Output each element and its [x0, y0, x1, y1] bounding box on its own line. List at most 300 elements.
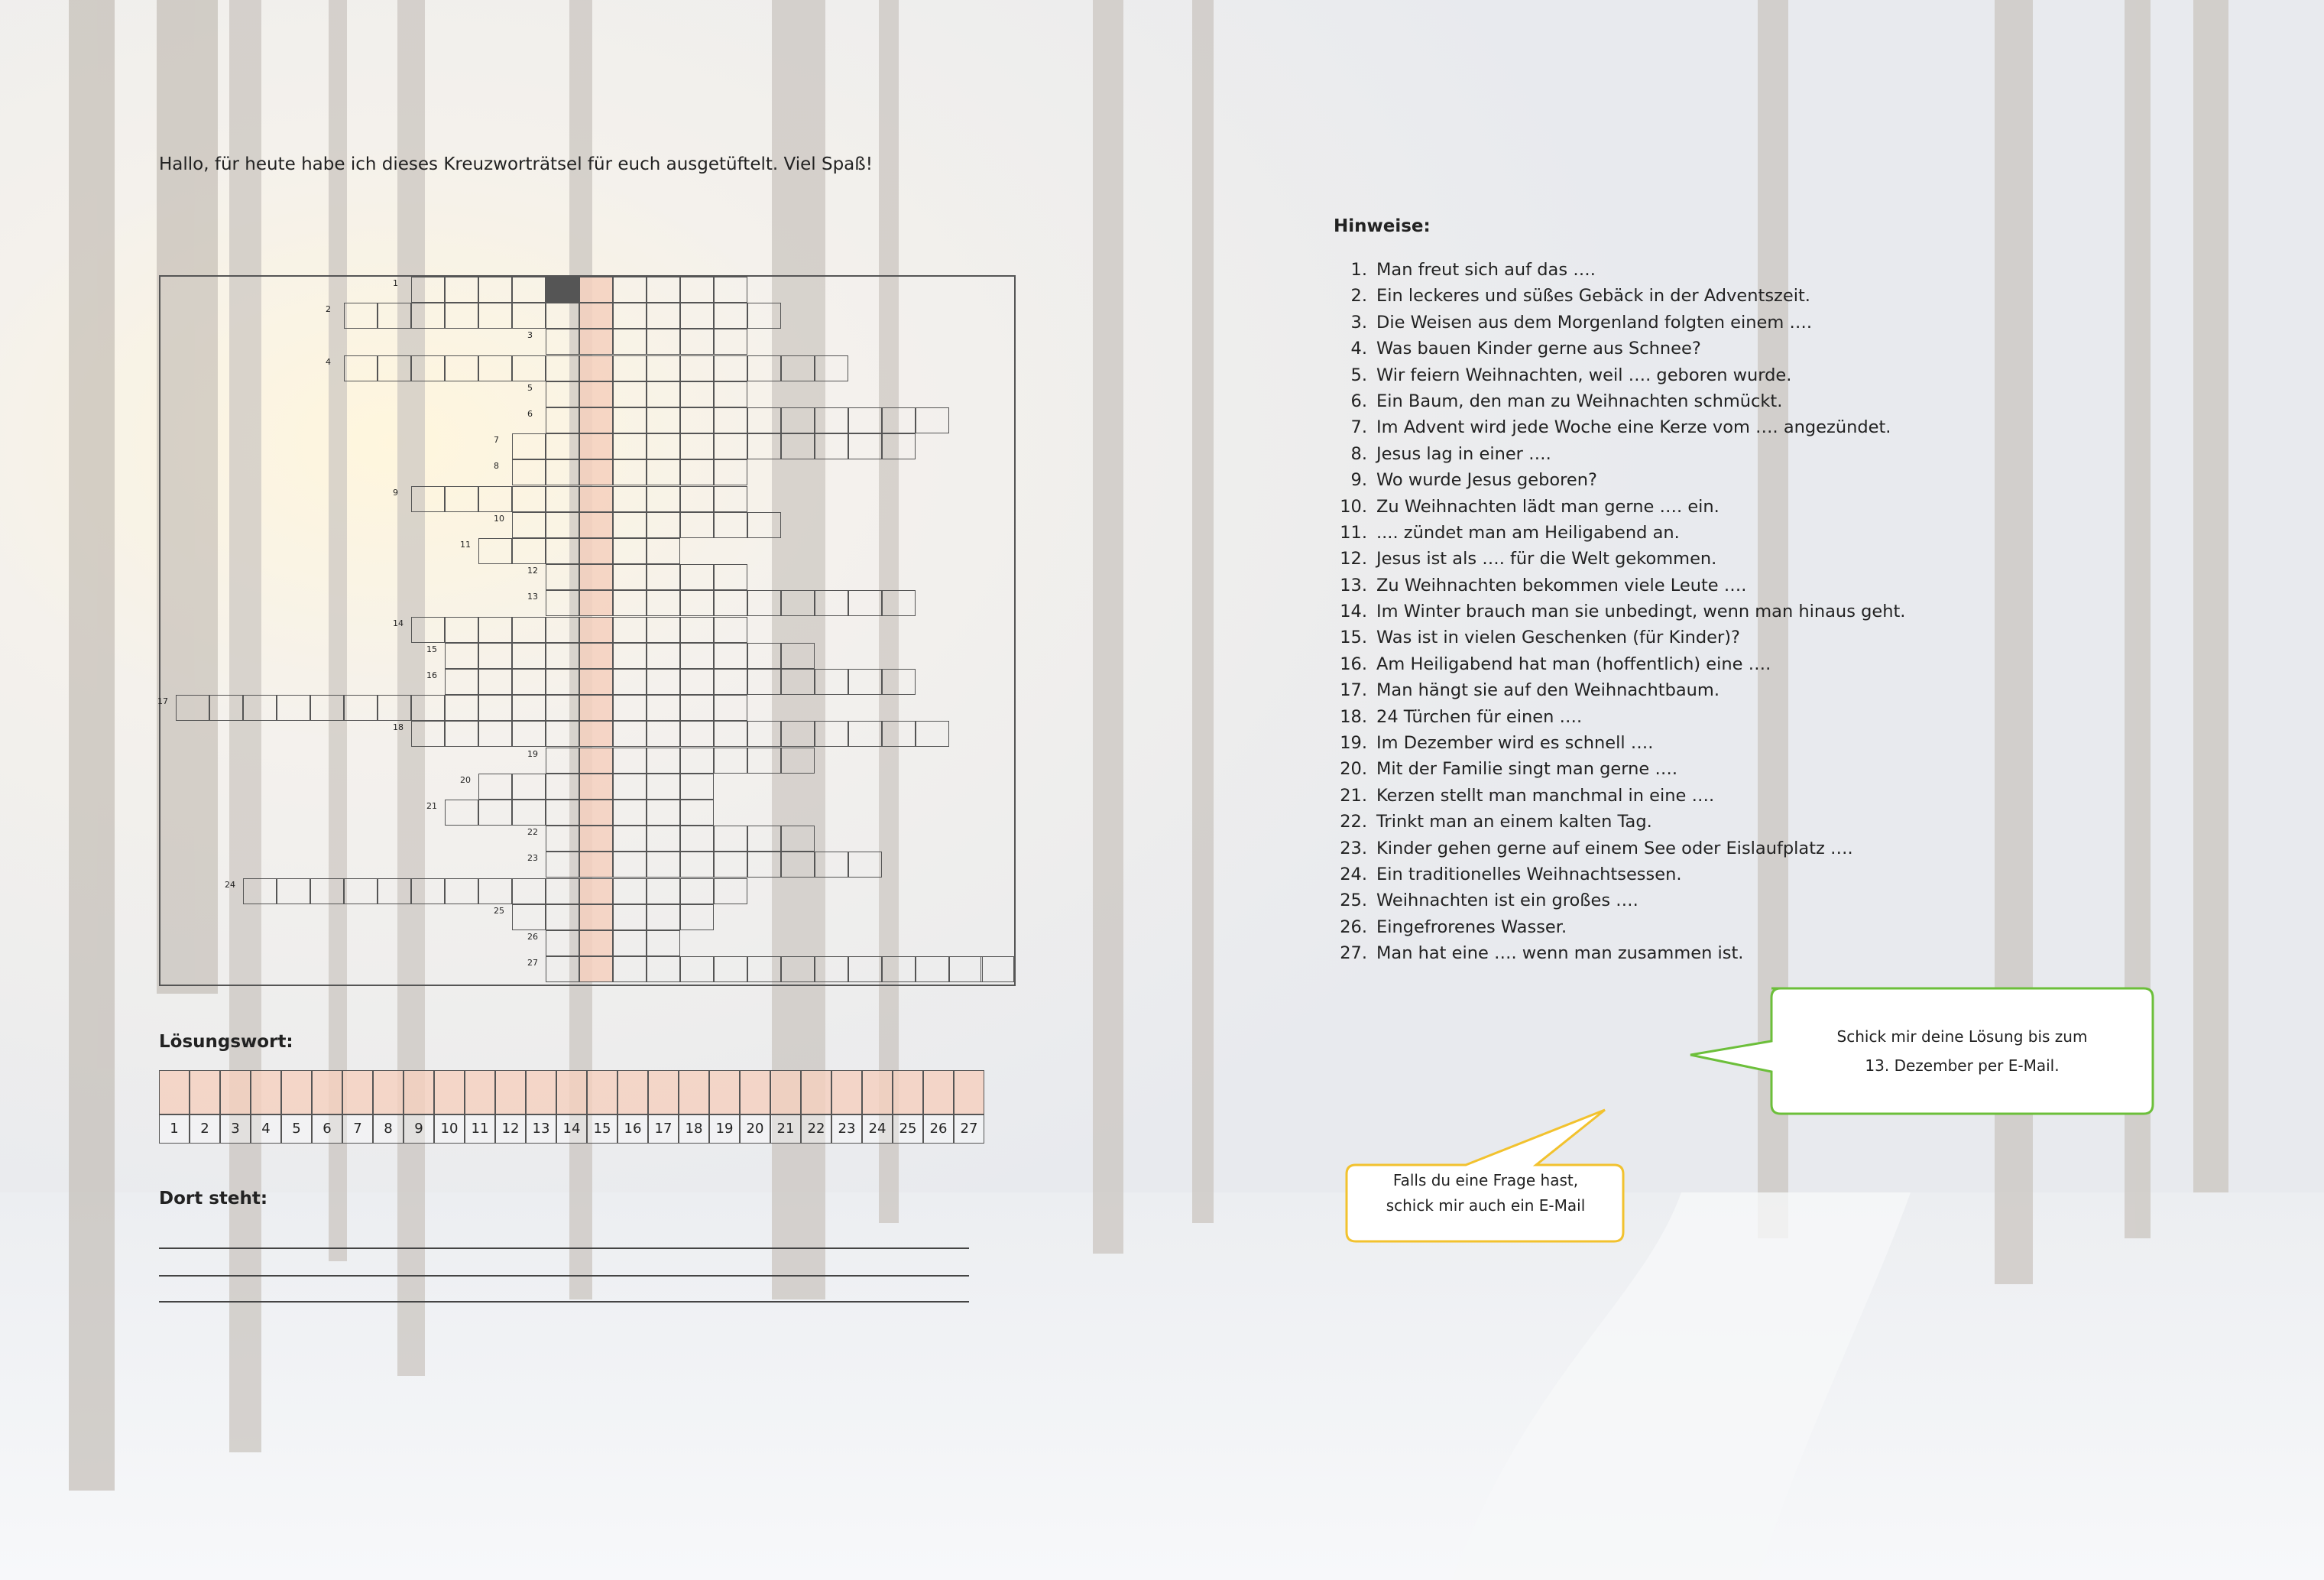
crossword-cell[interactable] [916, 721, 949, 747]
crossword-cell[interactable] [243, 878, 277, 904]
solution-cell[interactable] [579, 878, 613, 904]
crossword-cell[interactable] [714, 303, 747, 329]
crossword-cell[interactable] [680, 748, 714, 774]
crossword-cell[interactable] [613, 878, 647, 904]
solution-letter-box[interactable] [587, 1070, 617, 1114]
crossword-cell[interactable] [478, 774, 512, 800]
crossword-cell[interactable] [546, 669, 579, 695]
crossword-cell[interactable] [747, 303, 781, 329]
crossword-cell[interactable] [714, 721, 747, 747]
crossword-cell[interactable] [680, 669, 714, 695]
crossword-cell[interactable] [848, 433, 882, 459]
crossword-cell[interactable] [781, 721, 815, 747]
crossword-cell[interactable] [613, 904, 647, 930]
solution-cell[interactable] [579, 826, 613, 852]
solution-cell[interactable] [579, 277, 613, 303]
solution-cell[interactable] [579, 512, 613, 538]
crossword-cell[interactable] [815, 956, 848, 982]
solution-letter-box[interactable] [495, 1070, 526, 1114]
crossword-cell[interactable] [613, 852, 647, 878]
crossword-cell[interactable] [747, 826, 781, 852]
crossword-cell[interactable] [512, 303, 546, 329]
crossword-cell[interactable] [714, 695, 747, 721]
crossword-cell[interactable] [613, 617, 647, 643]
solution-letter-box[interactable] [617, 1070, 648, 1114]
crossword-cell[interactable] [546, 904, 579, 930]
crossword-cell[interactable] [714, 564, 747, 590]
solution-cell[interactable] [579, 904, 613, 930]
crossword-cell[interactable] [747, 721, 781, 747]
crossword-cell[interactable] [378, 878, 411, 904]
solution-letter-box[interactable] [159, 1070, 190, 1114]
crossword-cell[interactable] [680, 486, 714, 512]
crossword-cell[interactable] [647, 459, 680, 485]
crossword-cell[interactable] [478, 303, 512, 329]
solution-letter-box[interactable] [220, 1070, 251, 1114]
crossword-cell[interactable] [680, 277, 714, 303]
crossword-cell[interactable] [848, 407, 882, 433]
crossword-cell[interactable] [512, 721, 546, 747]
crossword-cell[interactable] [209, 695, 243, 721]
crossword-cell[interactable] [815, 590, 848, 616]
crossword-cell[interactable] [747, 852, 781, 878]
crossword-cell[interactable] [445, 277, 478, 303]
solution-cell[interactable] [579, 381, 613, 407]
crossword-cell[interactable] [546, 774, 579, 800]
crossword-cell[interactable] [512, 695, 546, 721]
crossword-cell[interactable] [478, 643, 512, 669]
solution-letter-box[interactable] [281, 1070, 312, 1114]
solution-letter-box[interactable] [190, 1070, 220, 1114]
crossword-cell[interactable] [512, 355, 546, 381]
crossword-cell[interactable] [714, 381, 747, 407]
answer-line[interactable] [159, 1275, 969, 1277]
solution-letter-box[interactable] [373, 1070, 404, 1114]
solution-letter-box[interactable] [831, 1070, 862, 1114]
crossword-cell[interactable] [613, 643, 647, 669]
crossword-cell[interactable] [546, 433, 579, 459]
crossword-cell[interactable] [680, 564, 714, 590]
crossword-cell[interactable] [546, 800, 579, 826]
crossword-cell[interactable] [882, 590, 916, 616]
crossword-cell[interactable] [815, 407, 848, 433]
crossword-cell[interactable] [613, 459, 647, 485]
crossword-cell[interactable] [546, 277, 579, 303]
crossword-cell[interactable] [781, 669, 815, 695]
crossword-cell[interactable] [546, 303, 579, 329]
crossword-cell[interactable] [848, 721, 882, 747]
solution-cell[interactable] [579, 774, 613, 800]
crossword-cell[interactable] [647, 748, 680, 774]
solution-letter-box[interactable] [556, 1070, 587, 1114]
crossword-cell[interactable] [647, 407, 680, 433]
crossword-cell[interactable] [747, 407, 781, 433]
solution-letter-box[interactable] [923, 1070, 954, 1114]
crossword-cell[interactable] [647, 433, 680, 459]
crossword-cell[interactable] [747, 512, 781, 538]
crossword-cell[interactable] [512, 277, 546, 303]
solution-cell[interactable] [579, 590, 613, 616]
crossword-cell[interactable] [546, 459, 579, 485]
crossword-cell[interactable] [613, 486, 647, 512]
crossword-cell[interactable] [344, 303, 378, 329]
solution-cell[interactable] [579, 721, 613, 747]
crossword-cell[interactable] [512, 774, 546, 800]
crossword-cell[interactable] [647, 669, 680, 695]
crossword-cell[interactable] [647, 277, 680, 303]
crossword-cell[interactable] [680, 904, 714, 930]
crossword-cell[interactable] [546, 643, 579, 669]
crossword-cell[interactable] [647, 512, 680, 538]
crossword-cell[interactable] [613, 956, 647, 982]
crossword-cell[interactable] [546, 930, 579, 956]
crossword-cell[interactable] [815, 433, 848, 459]
crossword-cell[interactable] [680, 852, 714, 878]
solution-letter-box[interactable] [251, 1070, 281, 1114]
crossword-cell[interactable] [546, 407, 579, 433]
crossword-cell[interactable] [714, 617, 747, 643]
crossword-cell[interactable] [781, 956, 815, 982]
crossword-cell[interactable] [747, 590, 781, 616]
crossword-cell[interactable] [546, 329, 579, 355]
solution-cell[interactable] [579, 486, 613, 512]
crossword-cell[interactable] [647, 617, 680, 643]
crossword-cell[interactable] [546, 355, 579, 381]
crossword-cell[interactable] [714, 512, 747, 538]
crossword-cell[interactable] [680, 303, 714, 329]
crossword-cell[interactable] [680, 774, 714, 800]
crossword-cell[interactable] [714, 748, 747, 774]
crossword-cell[interactable] [882, 433, 916, 459]
crossword-cell[interactable] [714, 329, 747, 355]
crossword-cell[interactable] [613, 721, 647, 747]
crossword-cell[interactable] [815, 721, 848, 747]
crossword-cell[interactable] [445, 721, 478, 747]
crossword-cell[interactable] [512, 433, 546, 459]
answer-line[interactable] [159, 1301, 969, 1303]
crossword-cell[interactable] [781, 407, 815, 433]
crossword-cell[interactable] [848, 852, 882, 878]
crossword-cell[interactable] [445, 669, 478, 695]
crossword-cell[interactable] [647, 590, 680, 616]
crossword-cell[interactable] [512, 512, 546, 538]
crossword-cell[interactable] [680, 878, 714, 904]
crossword-cell[interactable] [411, 721, 445, 747]
crossword-cell[interactable] [647, 930, 680, 956]
crossword-cell[interactable] [916, 956, 949, 982]
crossword-cell[interactable] [882, 407, 916, 433]
crossword-cell[interactable] [747, 956, 781, 982]
solution-cell[interactable] [579, 355, 613, 381]
crossword-cell[interactable] [546, 564, 579, 590]
crossword-cell[interactable] [277, 878, 310, 904]
crossword-cell[interactable] [512, 459, 546, 485]
crossword-cell[interactable] [949, 956, 983, 982]
crossword-cell[interactable] [647, 355, 680, 381]
solution-cell[interactable] [579, 852, 613, 878]
crossword-cell[interactable] [546, 826, 579, 852]
crossword-cell[interactable] [445, 303, 478, 329]
crossword-cell[interactable] [613, 826, 647, 852]
crossword-cell[interactable] [647, 904, 680, 930]
solution-letter-box[interactable] [709, 1070, 740, 1114]
crossword-cell[interactable] [243, 695, 277, 721]
solution-cell[interactable] [579, 538, 613, 564]
crossword-cell[interactable] [512, 904, 546, 930]
solution-cell[interactable] [579, 564, 613, 590]
crossword-cell[interactable] [680, 512, 714, 538]
crossword-cell[interactable] [815, 355, 848, 381]
crossword-cell[interactable] [647, 695, 680, 721]
solution-letter-box[interactable] [434, 1070, 465, 1114]
crossword-cell[interactable] [916, 407, 949, 433]
solution-letter-box[interactable] [312, 1070, 342, 1114]
crossword-cell[interactable] [512, 878, 546, 904]
crossword-cell[interactable] [478, 355, 512, 381]
crossword-cell[interactable] [848, 669, 882, 695]
crossword-cell[interactable] [714, 878, 747, 904]
crossword-cell[interactable] [411, 277, 445, 303]
crossword-cell[interactable] [680, 433, 714, 459]
crossword-cell[interactable] [882, 721, 916, 747]
crossword-cell[interactable] [478, 538, 512, 564]
crossword-cell[interactable] [445, 878, 478, 904]
crossword-cell[interactable] [747, 643, 781, 669]
crossword-cell[interactable] [344, 878, 378, 904]
solution-cell[interactable] [579, 748, 613, 774]
crossword-cell[interactable] [411, 617, 445, 643]
crossword-cell[interactable] [546, 512, 579, 538]
crossword-cell[interactable] [478, 721, 512, 747]
crossword-cell[interactable] [714, 669, 747, 695]
crossword-cell[interactable] [781, 590, 815, 616]
crossword-cell[interactable] [680, 381, 714, 407]
crossword-cell[interactable] [714, 459, 747, 485]
crossword-cell[interactable] [747, 433, 781, 459]
solution-letter-box[interactable] [740, 1070, 770, 1114]
crossword-cell[interactable] [647, 643, 680, 669]
crossword-cell[interactable] [546, 878, 579, 904]
crossword-cell[interactable] [781, 852, 815, 878]
crossword-cell[interactable] [647, 381, 680, 407]
solution-cell[interactable] [579, 303, 613, 329]
crossword-cell[interactable] [613, 433, 647, 459]
crossword-cell[interactable] [613, 303, 647, 329]
crossword-cell[interactable] [613, 590, 647, 616]
crossword-cell[interactable] [445, 486, 478, 512]
solution-letter-box[interactable] [526, 1070, 556, 1114]
crossword-cell[interactable] [714, 826, 747, 852]
crossword-cell[interactable] [613, 277, 647, 303]
crossword-cell[interactable] [546, 721, 579, 747]
crossword-cell[interactable] [781, 748, 815, 774]
solution-letter-box[interactable] [801, 1070, 831, 1114]
crossword-cell[interactable] [848, 590, 882, 616]
crossword-cell[interactable] [478, 277, 512, 303]
crossword-cell[interactable] [714, 590, 747, 616]
crossword-cell[interactable] [546, 852, 579, 878]
crossword-cell[interactable] [680, 826, 714, 852]
crossword-cell[interactable] [647, 878, 680, 904]
crossword-cell[interactable] [815, 669, 848, 695]
crossword-cell[interactable] [647, 564, 680, 590]
solution-cell[interactable] [579, 329, 613, 355]
crossword-cell[interactable] [714, 852, 747, 878]
crossword-cell[interactable] [680, 643, 714, 669]
solution-letter-box[interactable] [679, 1070, 709, 1114]
solution-letter-box[interactable] [465, 1070, 495, 1114]
crossword-cell[interactable] [411, 303, 445, 329]
crossword-cell[interactable] [176, 695, 209, 721]
crossword-cell[interactable] [647, 486, 680, 512]
crossword-cell[interactable] [478, 800, 512, 826]
crossword-cell[interactable] [277, 695, 310, 721]
crossword-cell[interactable] [714, 407, 747, 433]
solution-cell[interactable] [579, 669, 613, 695]
crossword-cell[interactable] [680, 721, 714, 747]
crossword-cell[interactable] [714, 643, 747, 669]
crossword-cell[interactable] [613, 381, 647, 407]
crossword-cell[interactable] [747, 669, 781, 695]
crossword-cell[interactable] [781, 826, 815, 852]
crossword-cell[interactable] [445, 800, 478, 826]
crossword-cell[interactable] [980, 956, 1014, 982]
crossword-cell[interactable] [781, 643, 815, 669]
crossword-cell[interactable] [714, 956, 747, 982]
solution-cell[interactable] [579, 695, 613, 721]
crossword-cell[interactable] [478, 669, 512, 695]
crossword-cell[interactable] [613, 512, 647, 538]
crossword-cell[interactable] [478, 617, 512, 643]
crossword-cell[interactable] [815, 852, 848, 878]
crossword-cell[interactable] [344, 355, 378, 381]
crossword-cell[interactable] [613, 407, 647, 433]
crossword-cell[interactable] [445, 617, 478, 643]
crossword-cell[interactable] [546, 381, 579, 407]
crossword-cell[interactable] [546, 617, 579, 643]
solution-cell[interactable] [579, 459, 613, 485]
crossword-cell[interactable] [647, 303, 680, 329]
crossword-cell[interactable] [647, 329, 680, 355]
crossword-cell[interactable] [714, 277, 747, 303]
crossword-cell[interactable] [310, 695, 344, 721]
solution-letter-box[interactable] [893, 1070, 923, 1114]
crossword-cell[interactable] [411, 486, 445, 512]
solution-letter-box[interactable] [954, 1070, 984, 1114]
solution-letter-box[interactable] [862, 1070, 893, 1114]
crossword-cell[interactable] [478, 695, 512, 721]
solution-letter-box[interactable] [404, 1070, 434, 1114]
crossword-cell[interactable] [613, 538, 647, 564]
solution-cell[interactable] [579, 433, 613, 459]
crossword-cell[interactable] [747, 355, 781, 381]
crossword-cell[interactable] [848, 956, 882, 982]
solution-cell[interactable] [579, 930, 613, 956]
crossword-cell[interactable] [512, 669, 546, 695]
crossword-cell[interactable] [613, 355, 647, 381]
crossword-cell[interactable] [647, 826, 680, 852]
crossword-cell[interactable] [411, 355, 445, 381]
crossword-cell[interactable] [310, 878, 344, 904]
crossword-cell[interactable] [478, 486, 512, 512]
crossword-cell[interactable] [546, 590, 579, 616]
crossword-cell[interactable] [613, 669, 647, 695]
crossword-cell[interactable] [882, 956, 916, 982]
solution-cell[interactable] [579, 643, 613, 669]
crossword-cell[interactable] [378, 695, 411, 721]
crossword-cell[interactable] [378, 355, 411, 381]
crossword-cell[interactable] [647, 774, 680, 800]
answer-line[interactable] [159, 1247, 969, 1249]
crossword-cell[interactable] [680, 407, 714, 433]
crossword-cell[interactable] [680, 956, 714, 982]
solution-cell[interactable] [579, 617, 613, 643]
crossword-cell[interactable] [411, 695, 445, 721]
crossword-cell[interactable] [647, 852, 680, 878]
crossword-cell[interactable] [714, 486, 747, 512]
crossword-cell[interactable] [445, 355, 478, 381]
crossword-cell[interactable] [647, 956, 680, 982]
crossword-cell[interactable] [613, 774, 647, 800]
crossword-cell[interactable] [546, 748, 579, 774]
crossword-cell[interactable] [546, 956, 579, 982]
crossword-cell[interactable] [680, 800, 714, 826]
crossword-cell[interactable] [344, 695, 378, 721]
crossword-cell[interactable] [647, 721, 680, 747]
solution-cell[interactable] [579, 956, 613, 982]
crossword-cell[interactable] [680, 695, 714, 721]
solution-letter-box[interactable] [770, 1070, 801, 1114]
crossword-cell[interactable] [613, 695, 647, 721]
crossword-cell[interactable] [714, 355, 747, 381]
crossword-cell[interactable] [512, 643, 546, 669]
crossword-cell[interactable] [512, 486, 546, 512]
crossword-cell[interactable] [445, 643, 478, 669]
crossword-cell[interactable] [680, 590, 714, 616]
crossword-cell[interactable] [512, 538, 546, 564]
crossword-cell[interactable] [680, 329, 714, 355]
crossword-cell[interactable] [882, 669, 916, 695]
solution-letter-box[interactable] [648, 1070, 679, 1114]
crossword-cell[interactable] [747, 748, 781, 774]
crossword-cell[interactable] [647, 800, 680, 826]
crossword-cell[interactable] [680, 355, 714, 381]
crossword-cell[interactable] [546, 695, 579, 721]
crossword-cell[interactable] [781, 433, 815, 459]
crossword-cell[interactable] [445, 695, 478, 721]
crossword-cell[interactable] [781, 355, 815, 381]
crossword-cell[interactable] [680, 617, 714, 643]
crossword-cell[interactable] [512, 617, 546, 643]
solution-cell[interactable] [579, 800, 613, 826]
crossword-cell[interactable] [512, 800, 546, 826]
crossword-cell[interactable] [647, 538, 680, 564]
crossword-cell[interactable] [680, 459, 714, 485]
crossword-cell[interactable] [613, 748, 647, 774]
crossword-cell[interactable] [478, 878, 512, 904]
crossword-cell[interactable] [613, 564, 647, 590]
crossword-cell[interactable] [546, 538, 579, 564]
crossword-cell[interactable] [613, 329, 647, 355]
crossword-cell[interactable] [546, 486, 579, 512]
crossword-cell[interactable] [714, 433, 747, 459]
crossword-cell[interactable] [378, 303, 411, 329]
crossword-cell[interactable] [613, 800, 647, 826]
crossword-cell[interactable] [613, 930, 647, 956]
crossword-cell[interactable] [411, 878, 445, 904]
solution-cell[interactable] [579, 407, 613, 433]
solution-letter-box[interactable] [342, 1070, 373, 1114]
